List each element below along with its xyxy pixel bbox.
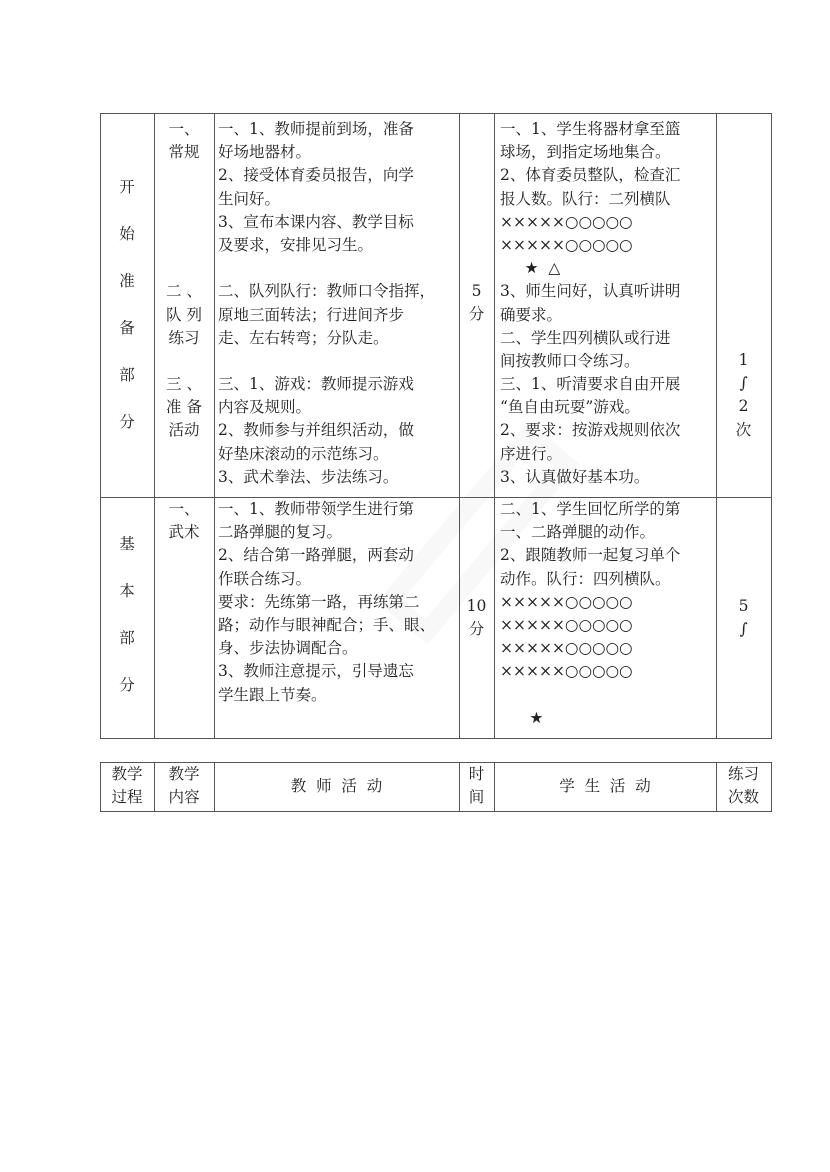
process-line: 基 xyxy=(119,535,135,553)
teacher-line: 作联合练习。 xyxy=(218,569,312,588)
content-line xyxy=(154,164,214,187)
count-line: ∫ xyxy=(739,620,748,639)
header-time: 时 间 xyxy=(468,765,485,807)
teacher-line: 生问好。 xyxy=(218,189,281,208)
student-line: 2、跟随教师一起复习单个 xyxy=(500,546,681,565)
header-student: 学 生 活 动 xyxy=(559,777,651,795)
teacher-line xyxy=(218,257,458,280)
time-line: 分 xyxy=(468,305,485,324)
process-line: 部 xyxy=(119,366,135,384)
student-line: 3、认真做好基本功。 xyxy=(500,467,650,486)
count-line: 5 xyxy=(738,597,749,615)
count-line: ∫ xyxy=(739,374,748,393)
teacher-line: 二、队列队行：教师口令指挥， xyxy=(218,282,436,301)
teacher-line: 内容及规则。 xyxy=(218,398,312,417)
student-line: ★ xyxy=(500,708,544,727)
process-line: 部 xyxy=(119,629,135,647)
row-1-time-cell xyxy=(459,280,494,326)
teacher-line: 三、1、游戏：教师提示游戏 xyxy=(218,375,414,394)
content-line: 一、 xyxy=(168,120,200,138)
row-1-student-cell xyxy=(500,118,716,489)
student-line: ×××××○○○○○ xyxy=(500,592,633,611)
row-1-process-cell xyxy=(100,164,154,446)
row-2-time-cell xyxy=(459,595,494,641)
teacher-line: 原地三面转法；行进间齐步 xyxy=(218,305,405,324)
teacher-line: 路；动作与眼神配合；手、眼、 xyxy=(218,615,436,634)
teacher-line: 身、步法协调配合。 xyxy=(218,639,358,658)
student-line: 二、学生四列横队或行进 xyxy=(500,328,671,347)
student-line: 报人数。队行：二列横队 xyxy=(500,189,671,208)
student-line: 2、要求：按游戏规则依次 xyxy=(500,421,681,440)
content-line: 二 、 xyxy=(166,282,202,301)
content-line xyxy=(154,257,214,280)
student-line: 球场，到指定场地集合。 xyxy=(500,143,671,162)
process-line: 分 xyxy=(119,676,135,694)
teacher-line: 学生跟上节奏。 xyxy=(218,685,327,704)
student-line: ×××××○○○○○ xyxy=(500,235,633,254)
content-line: 活动 xyxy=(168,421,200,440)
content-line xyxy=(154,234,214,257)
row-1-content-cell xyxy=(154,118,214,443)
row-2-count-cell xyxy=(716,595,771,641)
student-line: 一、二路弹腿的动作。 xyxy=(500,523,656,542)
teacher-line: 3、宣布本课内容、教学目标 xyxy=(218,212,414,231)
teacher-line: 好场地器材。 xyxy=(218,143,312,162)
time-line: 10 xyxy=(466,597,487,615)
student-line xyxy=(500,684,716,707)
student-line: 间按教师口令练习。 xyxy=(500,351,640,370)
student-line: ×××××○○○○○ xyxy=(500,662,633,681)
teacher-line: 一、1、教师带领学生进行第 xyxy=(218,500,414,518)
teacher-line: 二路弹腿的复习。 xyxy=(218,523,343,542)
student-line: 二、1、学生回忆所学的第 xyxy=(500,500,681,518)
teacher-line: 3、武术拳法、步法练习。 xyxy=(218,467,399,486)
header-process: 教学 过程 xyxy=(111,765,143,807)
student-line: 三、1、听清要求自由开展 xyxy=(500,375,681,394)
row-1-teacher-cell xyxy=(218,118,458,489)
student-line: 2、体育委员整队，检查汇 xyxy=(500,166,681,185)
student-line: ×××××○○○○○ xyxy=(500,639,633,658)
header-teacher: 教 师 活 动 xyxy=(290,777,383,795)
teacher-line xyxy=(218,350,458,373)
process-line: 始 xyxy=(119,225,135,243)
content-line: 准 备 xyxy=(166,398,202,417)
teacher-line: 走、左右转弯；分队走。 xyxy=(218,328,389,347)
row-2-process-cell xyxy=(100,521,154,709)
teacher-line: 2、结合第一路弹腿，两套动 xyxy=(218,546,414,565)
teacher-line: 2、教师参与并组织活动，做 xyxy=(218,421,414,440)
row-2-content-cell xyxy=(154,498,214,544)
content-line xyxy=(154,350,214,373)
content-line: 一、 xyxy=(168,500,200,518)
row-1-count-cell xyxy=(716,349,771,442)
process-line: 开 xyxy=(119,178,135,196)
content-line: 练习 xyxy=(168,328,200,347)
process-line: 分 xyxy=(119,413,135,431)
student-line: ×××××○○○○○ xyxy=(500,615,633,634)
student-line: 序进行。 xyxy=(500,444,563,463)
teacher-line: 好垫床滚动的示范练习。 xyxy=(218,444,389,463)
content-line xyxy=(154,211,214,234)
student-line: “鱼自由玩耍”游戏。 xyxy=(500,398,640,417)
student-line: ★ △ xyxy=(500,259,561,278)
count-line: 1 xyxy=(738,351,749,369)
header-content: 教学 内容 xyxy=(168,765,200,807)
time-line: 分 xyxy=(468,620,485,639)
student-line: ×××××○○○○○ xyxy=(500,212,633,231)
content-line xyxy=(154,188,214,211)
process-line: 本 xyxy=(119,582,135,600)
time-line: 5 xyxy=(471,282,482,300)
teacher-line: 2、接受体育委员报告，向学 xyxy=(218,166,414,185)
header-count: 练习 次数 xyxy=(727,765,759,807)
student-line: 动作。队行：四列横队。 xyxy=(500,569,671,588)
process-line: 备 xyxy=(119,319,135,337)
student-line: 3、师生问好，认真听讲明 xyxy=(500,282,681,301)
teacher-line: 3、教师注意提示，引导遗忘 xyxy=(218,662,414,681)
row-2-student-cell xyxy=(500,498,716,730)
content-line: 队 列 xyxy=(166,305,202,324)
teacher-line: 要求：先练第一路，再练第二 xyxy=(218,592,420,611)
count-line: 次 xyxy=(735,420,752,439)
teacher-line: 一、1、教师提前到场，准备 xyxy=(218,120,414,138)
count-line: 2 xyxy=(738,397,749,416)
content-line: 武术 xyxy=(168,523,200,542)
teacher-line: 及要求，安排见习生。 xyxy=(218,235,374,254)
content-line: 常规 xyxy=(168,143,200,162)
process-line: 准 xyxy=(119,272,135,290)
content-line: 三 、 xyxy=(166,375,202,394)
student-line: 确要求。 xyxy=(500,305,563,324)
row-2-teacher-cell xyxy=(218,498,458,707)
student-line: 一、1、学生将器材拿至篮 xyxy=(500,120,681,138)
